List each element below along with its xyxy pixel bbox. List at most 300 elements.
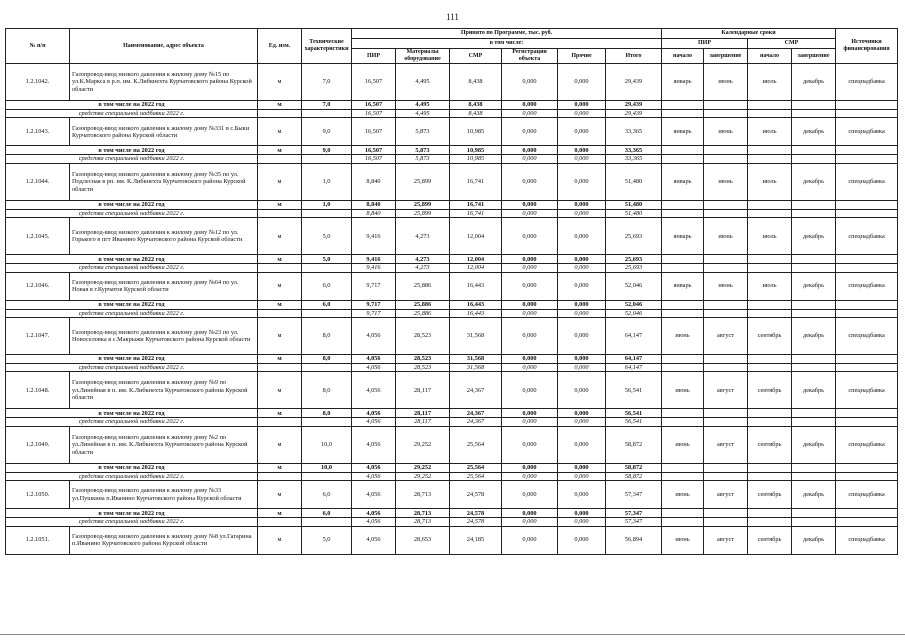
empty-cell — [748, 409, 792, 418]
empty-cell — [748, 264, 792, 272]
smr-end-cell: декабрь — [792, 163, 836, 200]
registration-cell: 0,000 — [502, 255, 558, 264]
col-pir: ПИР — [352, 49, 396, 64]
total-cell: 56,541 — [606, 409, 662, 418]
empty-cell — [704, 309, 748, 317]
pir-start-cell: июнь — [662, 426, 704, 463]
materials-cell: 4,495 — [396, 110, 450, 118]
object-name: Газопровод-ввод низкого давления к жилому дому №2 по ул.Линейная в п. им. К.Либкнехта Курчатовского района Курской области — [70, 426, 258, 463]
year-subtotal-row — [6, 101, 898, 110]
registration-cell: 0,000 — [502, 364, 558, 372]
registration-cell: 0,000 — [502, 118, 558, 146]
empty-cell — [748, 509, 792, 518]
other-cell: 0,000 — [558, 146, 606, 155]
total-cell: 64,147 — [606, 355, 662, 364]
other-cell: 0,000 — [558, 481, 606, 509]
col-registration: Регистрация объекта — [502, 49, 558, 64]
total-cell: 51,480 — [606, 209, 662, 217]
empty-cell — [792, 101, 836, 110]
materials-cell: 25,886 — [396, 309, 450, 317]
year-subtotal-row — [6, 355, 898, 364]
materials-cell: 4,273 — [396, 218, 450, 255]
pir-start-cell: июнь — [662, 526, 704, 554]
pir-cell: 4,056 — [352, 355, 396, 364]
empty-cell — [748, 110, 792, 118]
empty-cell — [704, 509, 748, 518]
tech-cell: 1,0 — [302, 163, 352, 200]
empty-cell — [792, 255, 836, 264]
materials-cell: 29,252 — [396, 426, 450, 463]
empty-cell — [302, 518, 352, 526]
empty-cell — [748, 472, 792, 480]
empty-cell — [704, 155, 748, 163]
empty-cell — [704, 518, 748, 526]
source-cell: спецнадбавка — [836, 64, 898, 101]
smr-start-cell: июль — [748, 118, 792, 146]
empty-cell — [792, 309, 836, 317]
other-cell: 0,000 — [558, 426, 606, 463]
registration-cell: 0,000 — [502, 355, 558, 364]
registration-cell: 0,000 — [502, 518, 558, 526]
empty-cell — [836, 146, 898, 155]
empty-cell — [792, 364, 836, 372]
tech-cell: 8,0 — [302, 409, 352, 418]
total-cell: 57,347 — [606, 518, 662, 526]
col-total: Итого — [606, 49, 662, 64]
year-subtotal-label: в том числе на 2022 год — [6, 200, 258, 209]
empty-cell — [836, 209, 898, 217]
registration-cell: 0,000 — [502, 418, 558, 426]
smr-cell: 31,568 — [450, 355, 502, 364]
unit-cell: м — [258, 318, 302, 355]
special-allowance-label: средства специальной надбавки 2022 г. — [6, 209, 258, 217]
total-cell: 52,046 — [606, 272, 662, 300]
empty-cell — [792, 463, 836, 472]
other-cell: 0,000 — [558, 264, 606, 272]
year-subtotal-label: в том числе на 2022 год — [6, 300, 258, 309]
empty-cell — [302, 264, 352, 272]
col-in-that: в том числе: — [352, 39, 662, 49]
empty-cell — [836, 409, 898, 418]
empty-cell — [662, 155, 704, 163]
registration-cell: 0,000 — [502, 110, 558, 118]
pir-cell: 8,840 — [352, 200, 396, 209]
empty-cell — [704, 409, 748, 418]
other-cell: 0,000 — [558, 300, 606, 309]
special-allowance-label: средства специальной надбавки 2022 г. — [6, 518, 258, 526]
special-allowance-row — [6, 155, 898, 163]
unit-cell: м — [258, 218, 302, 255]
empty-cell — [662, 518, 704, 526]
empty-cell — [302, 110, 352, 118]
pir-cell: 4,056 — [352, 426, 396, 463]
row-number: 1.2.1048. — [6, 372, 70, 409]
col-num: № п/п — [6, 29, 70, 64]
registration-cell: 0,000 — [502, 526, 558, 554]
materials-cell: 25,886 — [396, 300, 450, 309]
empty-cell — [748, 300, 792, 309]
empty-cell — [748, 463, 792, 472]
tech-cell: 6,0 — [302, 300, 352, 309]
total-cell: 25,693 — [606, 255, 662, 264]
registration-cell: 0,000 — [502, 163, 558, 200]
table-body — [6, 64, 898, 555]
total-cell: 51,480 — [606, 200, 662, 209]
col-start-pir: начало — [662, 49, 704, 64]
materials-cell: 28,523 — [396, 318, 450, 355]
smr-cell: 12,004 — [450, 264, 502, 272]
unit-cell: м — [258, 200, 302, 209]
table-row — [6, 372, 898, 409]
tech-cell: 6,0 — [302, 481, 352, 509]
pir-cell: 9,717 — [352, 300, 396, 309]
empty-cell — [792, 155, 836, 163]
tech-cell: 5,0 — [302, 255, 352, 264]
empty-cell — [748, 255, 792, 264]
smr-cell: 24,367 — [450, 409, 502, 418]
total-cell: 64,147 — [606, 318, 662, 355]
smr-end-cell: декабрь — [792, 481, 836, 509]
other-cell: 0,000 — [558, 318, 606, 355]
registration-cell: 0,000 — [502, 200, 558, 209]
unit-cell: м — [258, 355, 302, 364]
empty-cell — [704, 101, 748, 110]
empty-cell — [258, 364, 302, 372]
source-cell: спецнадбавка — [836, 218, 898, 255]
empty-cell — [792, 355, 836, 364]
pir-start-cell: январь — [662, 163, 704, 200]
empty-cell — [836, 300, 898, 309]
total-cell: 29,439 — [606, 64, 662, 101]
empty-cell — [302, 472, 352, 480]
materials-cell: 25,886 — [396, 272, 450, 300]
smr-end-cell: декабрь — [792, 64, 836, 101]
col-end-smr: завершение — [792, 49, 836, 64]
empty-cell — [792, 264, 836, 272]
registration-cell: 0,000 — [502, 218, 558, 255]
registration-cell: 0,000 — [502, 509, 558, 518]
unit-cell: м — [258, 426, 302, 463]
smr-cell: 24,578 — [450, 518, 502, 526]
empty-cell — [258, 309, 302, 317]
pir-cell: 4,056 — [352, 318, 396, 355]
other-cell: 0,000 — [558, 372, 606, 409]
materials-cell: 28,713 — [396, 509, 450, 518]
total-cell: 56,541 — [606, 372, 662, 409]
pir-cell: 16,507 — [352, 118, 396, 146]
empty-cell — [258, 264, 302, 272]
year-subtotal-row — [6, 463, 898, 472]
total-cell: 52,046 — [606, 300, 662, 309]
total-cell: 33,365 — [606, 155, 662, 163]
pir-cell: 9,416 — [352, 264, 396, 272]
empty-cell — [704, 463, 748, 472]
empty-cell — [836, 418, 898, 426]
tech-cell: 6,0 — [302, 272, 352, 300]
col-cal-smr: СМР — [748, 39, 836, 49]
empty-cell — [258, 418, 302, 426]
registration-cell: 0,000 — [502, 409, 558, 418]
pir-cell: 16,507 — [352, 101, 396, 110]
smr-cell: 10,985 — [450, 118, 502, 146]
year-subtotal-row — [6, 255, 898, 264]
year-subtotal-label: в том числе на 2022 год — [6, 355, 258, 364]
special-allowance-label: средства специальной надбавки 2022 г. — [6, 472, 258, 480]
empty-cell — [302, 309, 352, 317]
source-cell: спецнадбавка — [836, 118, 898, 146]
empty-cell — [836, 255, 898, 264]
materials-cell: 28,523 — [396, 355, 450, 364]
unit-cell: м — [258, 463, 302, 472]
smr-start-cell: сентябрь — [748, 426, 792, 463]
table-row — [6, 426, 898, 463]
empty-cell — [704, 418, 748, 426]
special-allowance-row — [6, 418, 898, 426]
pir-cell: 4,056 — [352, 481, 396, 509]
smr-start-cell: июль — [748, 272, 792, 300]
tech-cell: 9,0 — [302, 146, 352, 155]
pir-cell: 4,056 — [352, 364, 396, 372]
total-cell: 58,872 — [606, 426, 662, 463]
row-number: 1.2.1047. — [6, 318, 70, 355]
other-cell: 0,000 — [558, 155, 606, 163]
empty-cell — [662, 418, 704, 426]
smr-end-cell: декабрь — [792, 526, 836, 554]
empty-cell — [302, 364, 352, 372]
pir-cell: 9,416 — [352, 218, 396, 255]
pir-cell: 8,840 — [352, 209, 396, 217]
smr-cell: 16,741 — [450, 163, 502, 200]
smr-cell: 10,985 — [450, 146, 502, 155]
pir-end-cell: июнь — [704, 118, 748, 146]
row-number: 1.2.1050. — [6, 481, 70, 509]
year-subtotal-label: в том числе на 2022 год — [6, 463, 258, 472]
source-cell: спецнадбавка — [836, 272, 898, 300]
empty-cell — [836, 101, 898, 110]
empty-cell — [302, 209, 352, 217]
table-row — [6, 272, 898, 300]
row-number: 1.2.1049. — [6, 426, 70, 463]
empty-cell — [662, 355, 704, 364]
other-cell: 0,000 — [558, 218, 606, 255]
materials-cell: 28,713 — [396, 481, 450, 509]
other-cell: 0,000 — [558, 110, 606, 118]
table-header — [6, 29, 898, 64]
smr-start-cell: сентябрь — [748, 481, 792, 509]
materials-cell: 25,899 — [396, 200, 450, 209]
pir-cell: 16,507 — [352, 146, 396, 155]
empty-cell — [836, 472, 898, 480]
tech-cell: 5,0 — [302, 218, 352, 255]
tech-cell: 9,0 — [302, 118, 352, 146]
materials-cell: 4,495 — [396, 64, 450, 101]
empty-cell — [662, 364, 704, 372]
other-cell: 0,000 — [558, 272, 606, 300]
pir-cell: 4,056 — [352, 526, 396, 554]
smr-cell: 8,438 — [450, 64, 502, 101]
pir-start-cell: январь — [662, 118, 704, 146]
year-subtotal-label: в том числе на 2022 год — [6, 146, 258, 155]
row-number: 1.2.1044. — [6, 163, 70, 200]
empty-cell — [662, 209, 704, 217]
special-allowance-row — [6, 110, 898, 118]
pir-cell: 16,507 — [352, 64, 396, 101]
program-table — [5, 28, 898, 555]
empty-cell — [748, 418, 792, 426]
empty-cell — [662, 200, 704, 209]
registration-cell: 0,000 — [502, 272, 558, 300]
table-row — [6, 526, 898, 554]
empty-cell — [302, 418, 352, 426]
empty-cell — [662, 472, 704, 480]
materials-cell: 29,252 — [396, 463, 450, 472]
object-name: Газопровод-ввод низкого давления к жилому дому №64 по ул. Новая в г.Курчатов Курской области — [70, 272, 258, 300]
smr-cell: 10,985 — [450, 155, 502, 163]
total-cell: 51,480 — [606, 163, 662, 200]
unit-cell: м — [258, 146, 302, 155]
smr-cell: 25,564 — [450, 472, 502, 480]
empty-cell — [704, 146, 748, 155]
row-number: 1.2.1043. — [6, 118, 70, 146]
tech-cell: 10,0 — [302, 426, 352, 463]
other-cell: 0,000 — [558, 355, 606, 364]
empty-cell — [748, 364, 792, 372]
pir-cell: 4,056 — [352, 372, 396, 409]
smr-end-cell: декабрь — [792, 318, 836, 355]
tech-cell: 8,0 — [302, 355, 352, 364]
table-row — [6, 64, 898, 101]
tech-cell: 1,0 — [302, 200, 352, 209]
special-allowance-row — [6, 364, 898, 372]
smr-end-cell: декабрь — [792, 426, 836, 463]
pir-end-cell: август — [704, 318, 748, 355]
special-allowance-label: средства специальной надбавки 2022 г. — [6, 264, 258, 272]
materials-cell: 28,117 — [396, 409, 450, 418]
empty-cell — [302, 155, 352, 163]
unit-cell: м — [258, 300, 302, 309]
materials-cell: 5,873 — [396, 146, 450, 155]
col-end-pir: завершение — [704, 49, 748, 64]
tech-cell: 7,0 — [302, 101, 352, 110]
registration-cell: 0,000 — [502, 264, 558, 272]
smr-cell: 8,438 — [450, 110, 502, 118]
unit-cell: м — [258, 64, 302, 101]
row-number: 1.2.1042. — [6, 64, 70, 101]
special-allowance-row — [6, 472, 898, 480]
empty-cell — [748, 200, 792, 209]
empty-cell — [662, 309, 704, 317]
empty-cell — [792, 146, 836, 155]
materials-cell: 25,899 — [396, 209, 450, 217]
empty-cell — [704, 209, 748, 217]
pir-start-cell: июнь — [662, 372, 704, 409]
unit-cell: м — [258, 409, 302, 418]
empty-cell — [836, 364, 898, 372]
source-cell: спецнадбавка — [836, 526, 898, 554]
empty-cell — [792, 509, 836, 518]
table-row — [6, 318, 898, 355]
empty-cell — [836, 509, 898, 518]
pir-start-cell: июнь — [662, 481, 704, 509]
empty-cell — [836, 309, 898, 317]
total-cell: 33,365 — [606, 118, 662, 146]
object-name: Газопровод-ввод низкого давления к жилому дому №33 ул.Пушкина п.Иванино Курчатовского района Курской области — [70, 481, 258, 509]
other-cell: 0,000 — [558, 463, 606, 472]
empty-cell — [836, 200, 898, 209]
empty-cell — [662, 146, 704, 155]
other-cell: 0,000 — [558, 518, 606, 526]
tech-cell: 7,0 — [302, 64, 352, 101]
smr-start-cell: сентябрь — [748, 526, 792, 554]
pir-end-cell: август — [704, 481, 748, 509]
unit-cell: м — [258, 272, 302, 300]
unit-cell: м — [258, 372, 302, 409]
materials-cell: 29,252 — [396, 472, 450, 480]
year-subtotal-row — [6, 146, 898, 155]
year-subtotal-label: в том числе на 2022 год — [6, 509, 258, 518]
tech-cell: 8,0 — [302, 318, 352, 355]
unit-cell: м — [258, 255, 302, 264]
other-cell: 0,000 — [558, 509, 606, 518]
special-allowance-label: средства специальной надбавки 2022 г. — [6, 418, 258, 426]
special-allowance-label: средства специальной надбавки 2022 г. — [6, 309, 258, 317]
pir-cell: 16,507 — [352, 110, 396, 118]
year-subtotal-row — [6, 300, 898, 309]
col-sources: Источники финансирования — [836, 29, 898, 64]
empty-cell — [258, 110, 302, 118]
row-number: 1.2.1051. — [6, 526, 70, 554]
unit-cell: м — [258, 163, 302, 200]
pir-start-cell: январь — [662, 64, 704, 101]
pir-end-cell: август — [704, 426, 748, 463]
pir-start-cell: июнь — [662, 318, 704, 355]
smr-end-cell: декабрь — [792, 372, 836, 409]
col-name: Наименование, адрес объекта — [70, 29, 258, 64]
empty-cell — [662, 110, 704, 118]
empty-cell — [704, 472, 748, 480]
smr-cell: 16,443 — [450, 309, 502, 317]
empty-cell — [662, 409, 704, 418]
empty-cell — [792, 418, 836, 426]
smr-cell: 24,185 — [450, 526, 502, 554]
special-allowance-row — [6, 518, 898, 526]
object-name: Газопровод-ввод низкого давления к жилому дому №23 по ул. Новоселовка в с.Макрыжи Курчатовского района Курской области — [70, 318, 258, 355]
table-row — [6, 163, 898, 200]
empty-cell — [748, 101, 792, 110]
other-cell: 0,000 — [558, 200, 606, 209]
registration-cell: 0,000 — [502, 155, 558, 163]
year-subtotal-label: в том числе на 2022 год — [6, 255, 258, 264]
empty-cell — [662, 101, 704, 110]
empty-cell — [662, 264, 704, 272]
col-tech: Технические характеристики — [302, 29, 352, 64]
pir-end-cell: август — [704, 372, 748, 409]
total-cell: 64,147 — [606, 364, 662, 372]
pir-cell: 16,507 — [352, 155, 396, 163]
total-cell: 57,347 — [606, 509, 662, 518]
pir-cell: 4,056 — [352, 472, 396, 480]
bottom-rule — [0, 634, 905, 635]
registration-cell: 0,000 — [502, 146, 558, 155]
smr-cell: 12,004 — [450, 255, 502, 264]
empty-cell — [704, 110, 748, 118]
empty-cell — [748, 309, 792, 317]
special-allowance-row — [6, 309, 898, 317]
smr-cell: 16,443 — [450, 272, 502, 300]
registration-cell: 0,000 — [502, 101, 558, 110]
total-cell: 56,894 — [606, 526, 662, 554]
pir-cell: 4,056 — [352, 463, 396, 472]
